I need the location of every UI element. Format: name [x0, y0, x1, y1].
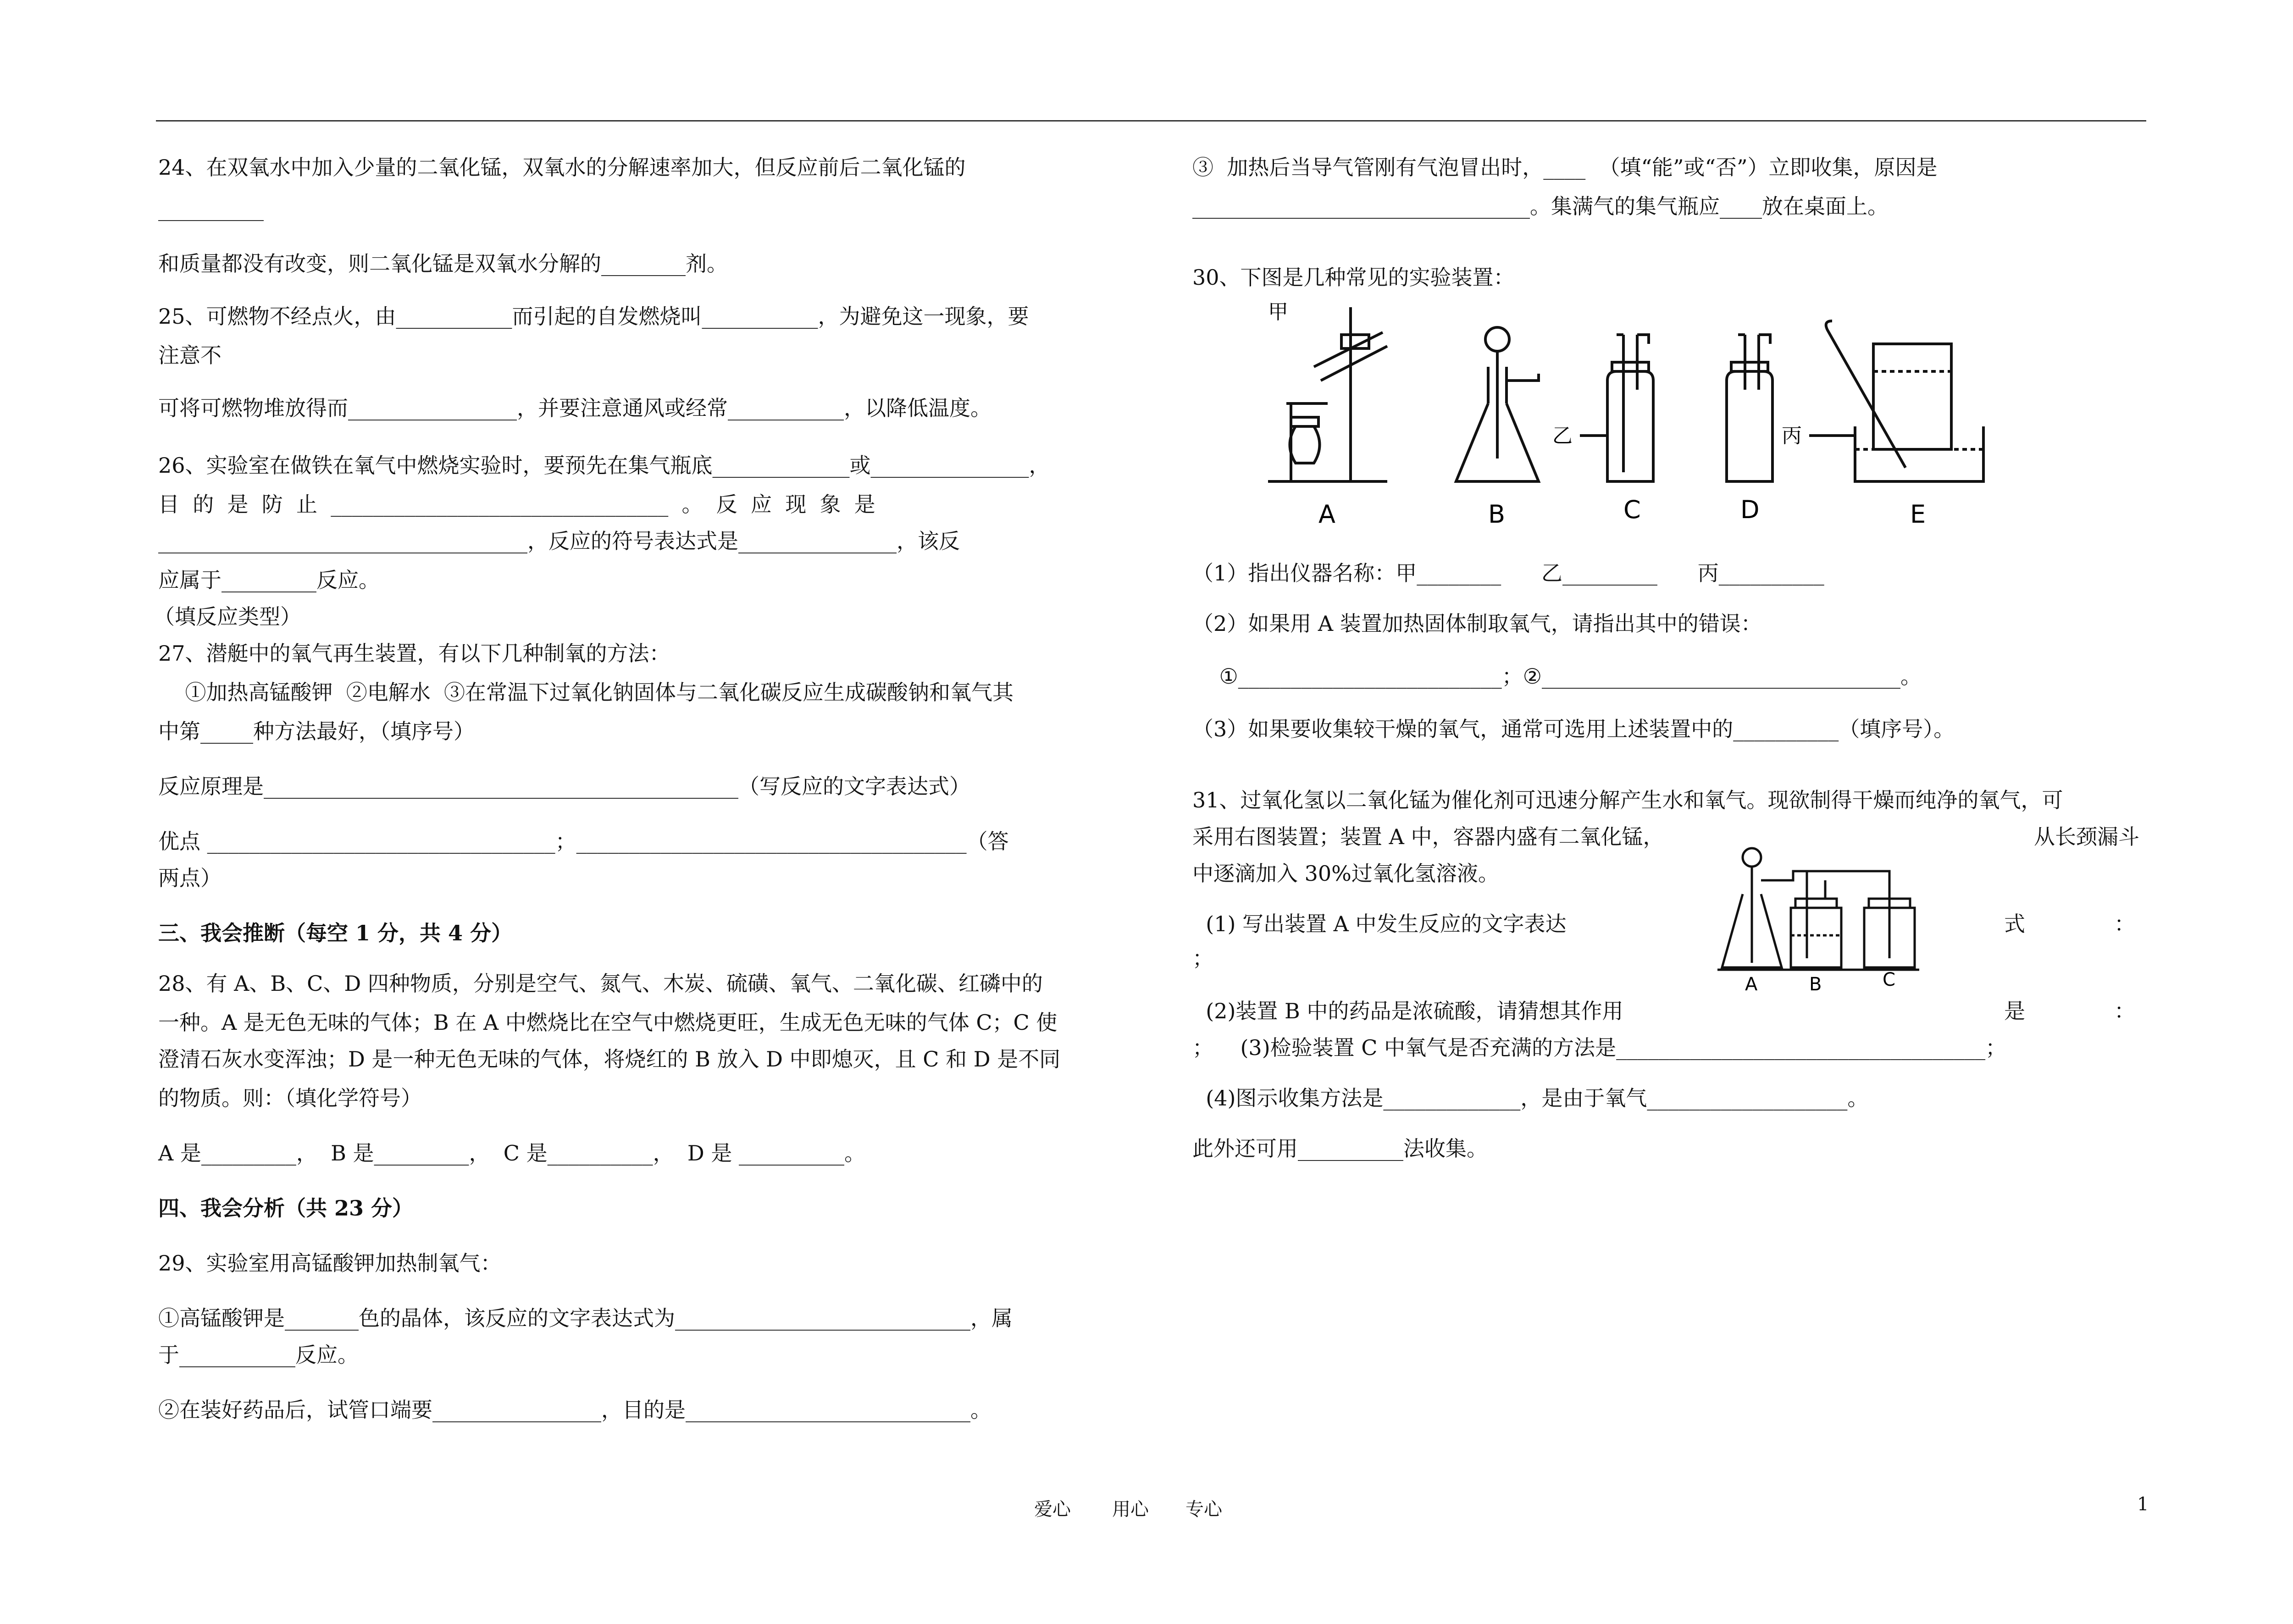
q28-line-1: 28、有 A、B、C、D 四种物质，分别是空气、氮气、木炭、硫磺、氧气、二氧化碳、红磷中的 [158, 971, 1043, 996]
q27-line-4: 反应原理是_____________________________________________（写反应的文字表达式） [158, 774, 970, 799]
q29-line-3: 于___________反应。 [158, 1342, 359, 1367]
q26-line-3: ___________________________________，反应的符号表达式是_______________，该反 [158, 529, 960, 553]
q29-line-1: 29、实验室用高锰酸钾加热制氧气： [158, 1251, 502, 1276]
label-A: A [1318, 500, 1335, 529]
fig31-label-A: A [1745, 974, 1758, 995]
q25-line-1: 25、可燃物不经点火，由___________而引起的自发燃烧叫___________，为避免这一现象，要 [158, 304, 1029, 329]
q30-apparatus-figure [1259, 298, 1993, 536]
header-rule [156, 120, 2146, 122]
q31-part1-shi: 式 [2004, 911, 2025, 936]
q31-part2-shi: 是 [2004, 999, 2025, 1023]
q29-3-line-1: ③ 加热后当导气管刚有气泡冒出时，____ （填“能”或“否”）立即收集，原因是 [1192, 155, 1938, 180]
q31-part4b-line: 此外还可用__________法收集。 [1192, 1136, 1488, 1161]
q26-line-4: 应属于_________反应。 [158, 568, 380, 592]
q30-line-5: （3）如果要收集较干燥的氧气，通常可选用上述装置中的__________（填序号）。 [1192, 717, 1955, 741]
label-C: C [1623, 495, 1641, 524]
q31-part1-line: (1) 写出装置 A 中发生反应的文字表达 [1192, 911, 1567, 936]
q25-line-3: 可将可燃物堆放得而________________，并要注意通风或经常___________，以降低温度。 [158, 396, 991, 420]
label-yi: 乙 [1552, 424, 1573, 447]
q31-part1-colon: ： [2114, 911, 2135, 936]
q28-line-3: 澄清石灰水变浑浊；D 是一种无色无味的气体，将烧红的 B 放入 D 中即熄灭，且 C 和 D 是不同 [158, 1047, 1061, 1072]
q28-line-2: 一种。A 是无色无味的气体；B 在 A 中燃烧比在空气中燃烧更旺，生成无色无味的气体 C；C 使 [158, 1010, 1058, 1035]
q31-line-2b: 从长颈漏斗 [2034, 824, 2139, 849]
section-4-title: 四、我会分析（共 23 分） [158, 1196, 414, 1221]
q29-line-4: ②在装好药品后，试管口端要________________，目的是___________________________。 [158, 1398, 991, 1422]
q30-line-3: （2）如果用 A 装置加热固体制取氧气，请指出其中的错误： [1192, 611, 1762, 636]
label-jia: 甲 [1268, 300, 1288, 324]
q28-line-4: 的物质。则：（填化学符号） [158, 1086, 422, 1110]
q31-line-1: 31、过氧化氢以二氧化锰为催化剂可迅速分解产生水和氧气。现欲制得干燥而纯净的氧气，可 [1192, 788, 2063, 812]
q26-line-5: （填反应类型） [154, 604, 301, 629]
q31-part3-line: ； (3)检验装置 C 中氧气是否充满的方法是___________________________________； [1192, 1035, 2007, 1060]
q25-line-2: 注意不 [158, 343, 222, 368]
q29-3-line-2: ________________________________。集满气的集气瓶应____放在桌面上。 [1192, 194, 1889, 219]
q27-line-3: 中第_____种方法最好，（填序号） [158, 719, 475, 744]
q31-part2-line: (2)装置 B 中的药品是浓硫酸，请猜想其作用 [1192, 999, 1623, 1023]
footer-text-2: 用心 [1112, 1499, 1149, 1520]
q28-line-5: A 是_________， B 是_________， C 是__________， D 是 __________。 [158, 1141, 865, 1166]
q27-line-2: ①加热高锰酸钾 ②电解水 ③在常温下过氧化钠固体与二氧化碳反应生成碳酸钠和氧气其 [158, 680, 1014, 705]
q27-line-5: 优点 _________________________________；_____________________________________（答 [158, 829, 1009, 854]
label-B: B [1488, 500, 1506, 529]
footer-text-1: 爱心 [1034, 1499, 1071, 1520]
fig31-label-B: B [1809, 974, 1822, 995]
q30-line-2: （1）指出仪器名称：甲________ 乙_________ 丙__________ [1192, 561, 1824, 586]
q30-line-1: 30、下图是几种常见的实验装置： [1192, 265, 1515, 290]
q31-line-2: 采用右图装置；装置 A 中，容器内盛有二氧化锰， [1192, 824, 1664, 849]
q30-line-4: ①_________________________；②__________________________________。 [1192, 664, 1922, 689]
label-D: D [1740, 495, 1760, 524]
fig31-label-C: C [1883, 969, 1895, 990]
q31-part1-semicolon: ； [1192, 946, 1213, 971]
q31-apparatus-figure [1717, 844, 1974, 995]
q24-line-3: 和质量都没有改变，则二氧化锰是双氧水分解的________剂。 [158, 251, 728, 276]
section-3-title: 三、我会推断（每空 1 分，共 4 分） [158, 921, 513, 945]
page-number: 1 [2137, 1494, 2149, 1515]
q26-line-2: 目 的 是 防 止 ________________________________ 。 反 应 现 象 是 [158, 492, 875, 517]
q31-line-3: 中逐滴加入 30%过氧化氢溶液。 [1192, 861, 1499, 886]
label-E: E [1910, 500, 1926, 529]
q27-line-6: 两点） [158, 866, 222, 890]
q27-line-1: 27、潜艇中的氧气再生装置，有以下几种制氧的方法： [158, 641, 670, 666]
q24-line-2: __________ [158, 196, 264, 221]
footer-text-3: 专心 [1185, 1499, 1222, 1520]
q26-line-1: 26、实验室在做铁在氧气中燃烧实验时，要预先在集气瓶底_____________或_______________， [158, 453, 1050, 478]
q24-line-1: 24、在双氧水中加入少量的二氧化锰，双氧水的分解速率加大，但反应前后二氧化锰的 [158, 155, 966, 180]
q31-part4-line: (4)图示收集方法是_____________，是由于氧气___________________。 [1192, 1086, 1869, 1110]
q29-line-2: ①高锰酸钾是_______色的晶体，该反应的文字表达式为____________________________，属 [158, 1306, 1013, 1331]
q31-part2-colon: ： [2114, 999, 2135, 1023]
label-bing: 丙 [1782, 424, 1802, 447]
